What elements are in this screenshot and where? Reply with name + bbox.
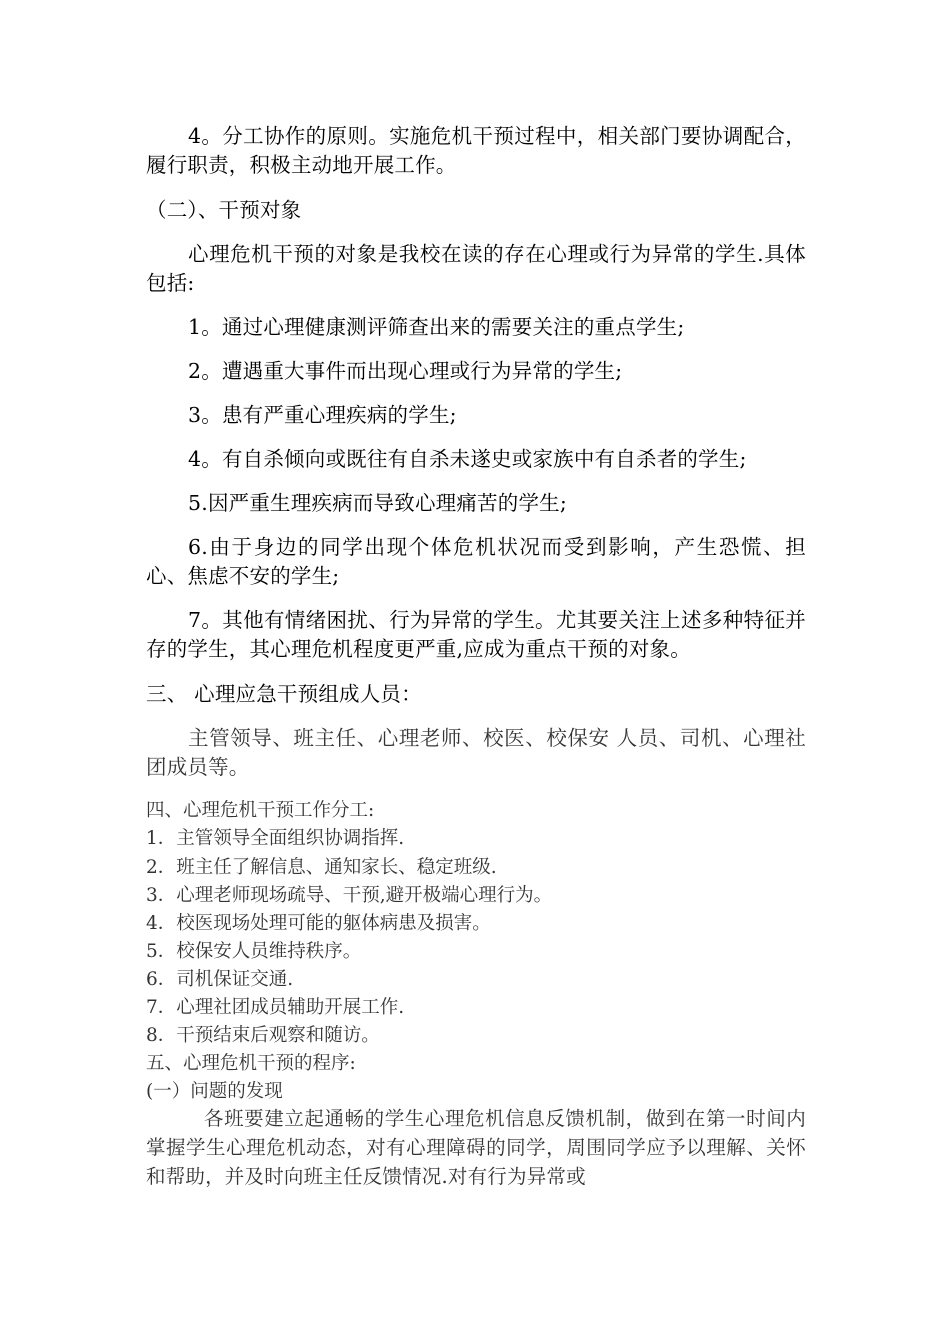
targets-intro-paragraph: 心理危机干预的对象是我校在读的存在心理或行为异常的学生.具体包括:	[146, 242, 806, 295]
section-three-body: 主管领导、班主任、心理老师、校医、校保安 人员、司机、心理社团成员等。	[146, 726, 806, 779]
intervention-targets-heading: （二）、干预对象	[146, 198, 302, 222]
target-item-3: 3。患有严重心理疾病的学生;	[188, 403, 457, 427]
duty-item-1: 1．主管领导全面组织协调指挥.	[146, 828, 405, 849]
target-item-2: 2。遭遇重大事件而出现心理或行为异常的学生;	[188, 359, 623, 383]
duty-item-8: 8．干预结束后观察和随访。	[146, 1025, 380, 1046]
section-three-heading: 三、 心理应急干预组成人员：	[146, 682, 422, 706]
section-four-heading: 四、心理危机干预工作分工:	[146, 800, 375, 821]
section-five-heading: 五、心理危机干预的程序:	[146, 1053, 356, 1074]
duty-item-2: 2．班主任了解信息、通知家长、稳定班级.	[146, 857, 497, 878]
target-item-6: 6.由于身边的同学出现个体危机状况而受到影响，产生恐慌、担心、焦虑不安的学生;	[146, 535, 806, 588]
target-item-7: 7。其他有情绪困扰、行为异常的学生。尤其要关注上述多种特征并存的学生，其心理危机程度更严重,应成为重点干预的对象。	[146, 608, 806, 661]
target-item-1: 1。通过心理健康测评筛查出来的需要关注的重点学生;	[188, 315, 685, 339]
duty-item-7: 7．心理社团成员辅助开展工作.	[146, 997, 405, 1018]
problem-discovery-body: 各班要建立起通畅的学生心理危机信息反馈机制，做到在第一时间内掌握学生心理危机动态，对有心理障碍的同学，周围同学应予以理解、关怀和帮助，并及时向班主任反馈情况.对有行为异常或	[146, 1107, 806, 1188]
principle-4-paragraph: 4。分工协作的原则。实施危机干预过程中，相关部门要协调配合，履行职责，积极主动地开展工作。	[146, 124, 806, 177]
duty-item-5: 5．校保安人员维持秩序。	[146, 941, 362, 962]
target-item-4: 4。有自杀倾向或既往有自杀未遂史或家族中有自杀者的学生;	[188, 447, 747, 471]
problem-discovery-subheading: (一）问题的发现	[146, 1081, 283, 1102]
duty-item-3: 3．心理老师现场疏导、干预,避开极端心理行为。	[146, 885, 553, 906]
duty-item-4: 4．校医现场处理可能的躯体病患及损害。	[146, 913, 491, 934]
duty-item-6: 6．司机保证交通.	[146, 969, 294, 990]
target-item-5: 5.因严重生理疾病而导致心理痛苦的学生;	[188, 491, 567, 515]
